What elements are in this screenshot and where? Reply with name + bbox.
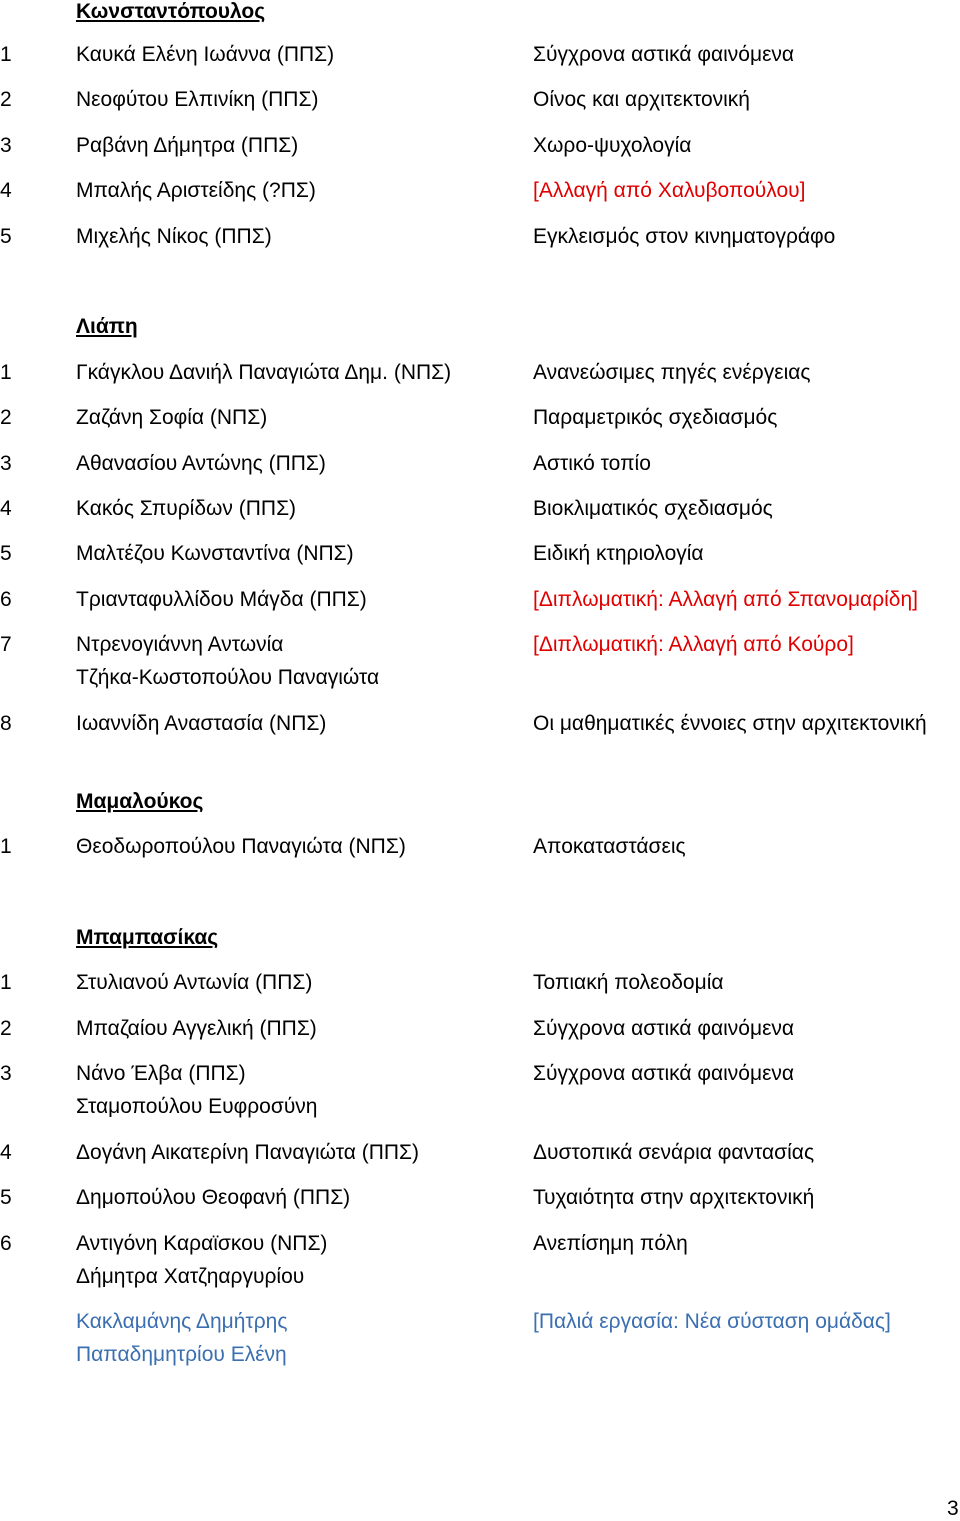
thesis-topic: [Διπλωματική: Αλλαγή από Κούρο] [533,633,854,656]
thesis-topic: [Αλλαγή από Χαλυβοπούλου] [533,179,806,202]
thesis-topic: Τοπιακή πολεοδομία [533,971,724,994]
student-name-second: Παπαδημητρίου Ελένη [76,1343,287,1366]
student-name: Αθανασίου Αντώνης (ΠΠΣ) [76,452,326,475]
row-number: 6 [0,1232,12,1255]
student-name: Δογάνη Αικατερίνη Παναγιώτα (ΠΠΣ) [76,1141,420,1164]
student-name-second: Σταμοπούλου Ευφροσύνη [76,1095,318,1118]
student-name: Ζαζάνη Σοφία (ΝΠΣ) [76,406,268,429]
thesis-topic: Χωρο-ψυχολογία [533,134,692,157]
row-number: 3 [0,1062,12,1085]
student-name: Ντρενογιάννη Αντωνία [76,633,284,656]
thesis-topic: Εγκλεισμός στον κινηματογράφο [533,225,836,248]
student-name: Δημοπούλου Θεοφανή (ΠΠΣ) [76,1186,351,1209]
student-name: Θεοδωροπούλου Παναγιώτα (ΝΠΣ) [76,835,406,858]
thesis-topic: Σύγχρονα αστικά φαινόμενα [533,1062,795,1085]
student-name-second: Δήμητρα Χατζηαργυρίου [76,1265,305,1288]
row-number: 2 [0,1017,12,1040]
row-number: 3 [0,452,12,475]
section-title: Μπαμπασίκας [76,926,219,949]
student-name: Αντιγόνη Καραϊσκου (ΝΠΣ) [76,1232,328,1255]
row-number: 1 [0,835,12,858]
thesis-topic: Ειδική κτηριολογία [533,542,704,565]
section-title: Κωνσταντόπουλος [76,0,266,23]
row-number: 3 [0,134,12,157]
section-title: Λιάπη [76,315,138,338]
thesis-topic: Αποκαταστάσεις [533,835,686,858]
thesis-topic: Βιοκλιματικός σχεδιασμός [533,497,773,520]
thesis-topic: Ανεπίσημη πόλη [533,1232,688,1255]
row-number: 5 [0,542,12,565]
student-name: Στυλιανού Αντωνία (ΠΠΣ) [76,971,313,994]
student-name: Ραβάνη Δήμητρα (ΠΠΣ) [76,134,299,157]
row-number: 1 [0,971,12,994]
row-number: 2 [0,406,12,429]
student-name: Μπαλής Αριστείδης (?ΠΣ) [76,179,316,202]
row-number: 7 [0,633,12,656]
thesis-topic: Δυστοπικά σενάρια φαντασίας [533,1141,815,1164]
student-name: Ιωαννίδη Αναστασία (ΝΠΣ) [76,712,327,735]
thesis-topic: Παραμετρικός σχεδιασμός [533,406,778,429]
row-number: 4 [0,1141,12,1164]
thesis-topic: Οι μαθηματικές έννοιες στην αρχιτεκτονική [533,712,927,735]
thesis-topic: Σύγχρονα αστικά φαινόμενα [533,43,795,66]
student-name: Νεοφύτου Ελπινίκη (ΠΠΣ) [76,88,319,111]
student-name: Μπαζαίου Αγγελική (ΠΠΣ) [76,1017,317,1040]
row-number: 8 [0,712,12,735]
student-name-second: Τζήκα-Κωστοπούλου Παναγιώτα [76,666,380,689]
student-name: Νάνο Έλβα (ΠΠΣ) [76,1062,246,1085]
row-number: 6 [0,588,12,611]
section-title: Μαμαλούκος [76,790,204,813]
student-name: Τριανταφυλλίδου Μάγδα (ΠΠΣ) [76,588,367,611]
row-number: 2 [0,88,12,111]
thesis-topic: Οίνος και αρχιτεκτονική [533,88,750,111]
row-number: 1 [0,43,12,66]
page-number: 3 [947,1497,959,1520]
student-name: Κακός Σπυρίδων (ΠΠΣ) [76,497,297,520]
student-name: Μιχελής Νίκος (ΠΠΣ) [76,225,272,248]
student-name: Μαλτέζου Κωνσταντίνα (ΝΠΣ) [76,542,354,565]
thesis-topic: Σύγχρονα αστικά φαινόμενα [533,1017,795,1040]
student-name: Καυκά Ελένη Ιωάννα (ΠΠΣ) [76,43,335,66]
thesis-topic: Ανανεώσιμες πηγές ενέργειας [533,361,811,384]
thesis-topic: Αστικό τοπίο [533,452,651,475]
student-name: Κακλαμάνης Δημήτρης [76,1310,288,1333]
student-name: Γκάγκλου Δανιήλ Παναγιώτα Δημ. (ΝΠΣ) [76,361,452,384]
thesis-topic: [Διπλωματική: Αλλαγή από Σπανομαρίδη] [533,588,919,611]
row-number: 1 [0,361,12,384]
row-number: 5 [0,1186,12,1209]
row-number: 5 [0,225,12,248]
thesis-topic: Τυχαιότητα στην αρχιτεκτονική [533,1186,815,1209]
row-number: 4 [0,179,12,202]
thesis-topic: [Παλιά εργασία: Νέα σύσταση ομάδας] [533,1310,891,1333]
row-number: 4 [0,497,12,520]
